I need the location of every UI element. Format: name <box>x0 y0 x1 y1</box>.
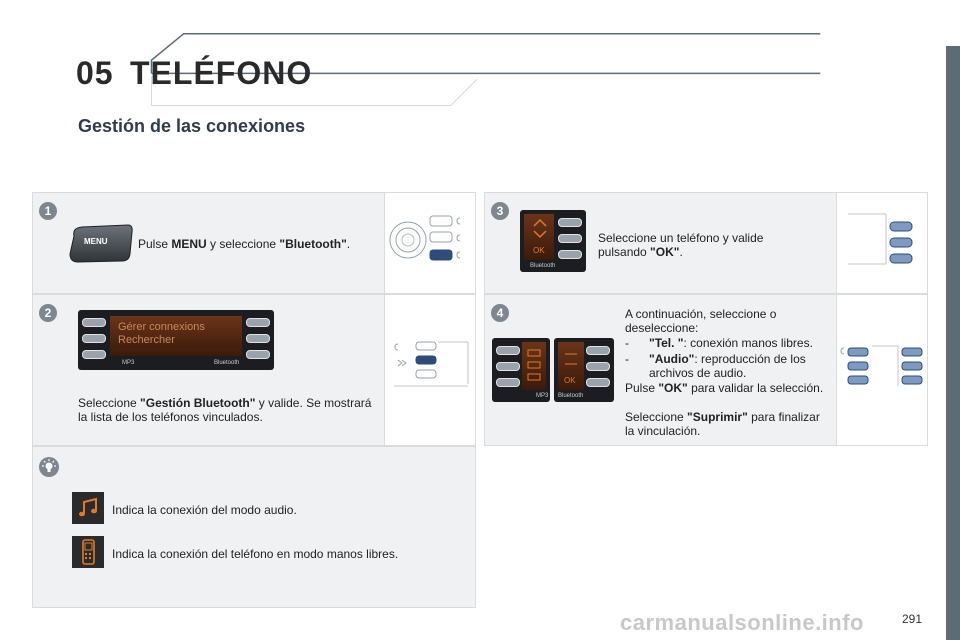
controls-illustration-step-2 <box>390 338 472 390</box>
mobile-phone-icon <box>72 536 104 568</box>
mobile-phone-glyph <box>76 538 100 566</box>
display-button <box>246 318 270 327</box>
screen-ok-label: OK <box>533 246 545 255</box>
underline-marks-icon <box>562 350 580 370</box>
right-sidebar-bar <box>946 46 960 640</box>
step-4-intro: A continuación, seleccione o deseleccione: <box>625 307 777 335</box>
music-note-glyph <box>76 496 100 520</box>
step-1-text: Pulse MENU y seleccione "Bluetooth". <box>138 237 351 251</box>
screen-bluetooth-label: Bluetooth <box>214 360 240 366</box>
display-button <box>246 334 270 343</box>
display-button <box>586 378 610 387</box>
phone-audio-selection-icon <box>526 348 542 384</box>
radio-dial-illustration <box>388 208 472 272</box>
controls-illustration-step-3 <box>846 210 922 270</box>
page-number: 291 <box>902 612 923 626</box>
screen-mp3-label: MP3 <box>536 393 549 399</box>
screen-bluetooth-label: Bluetooth <box>558 393 584 399</box>
screen-menu-item-2: Rechercher <box>118 334 175 346</box>
display-button <box>496 378 520 387</box>
menu-button-label: MENU <box>84 237 108 246</box>
up-down-arrows-icon <box>530 218 550 240</box>
step-3-text: Seleccione un teléfono y valide pulsando "OK". <box>598 231 764 259</box>
section-title: Gestión de las conexiones <box>78 116 306 136</box>
display-button <box>82 334 106 343</box>
display-button <box>496 362 520 371</box>
chapter-title: TELÉFONO <box>130 55 313 91</box>
step-2-badge: 2 <box>39 304 57 322</box>
step-1-badge: 1 <box>39 202 57 220</box>
display-button <box>586 346 610 355</box>
display-button <box>586 362 610 371</box>
display-button <box>82 350 106 359</box>
step-2-text: Seleccione "Gestión Bluetooth" y valide. Se mostrará la lista de los teléfonos vinculados. <box>78 396 372 424</box>
step-4-delete-instruction: Seleccione "Suprimir" para finalizar la vinculación. <box>625 410 820 438</box>
tip-phone-text: Indica la conexión del teléfono en modo manos libres. <box>112 547 399 561</box>
screen-menu-item-1: Gérer connexions <box>118 321 205 333</box>
step-3-badge: 3 <box>491 202 509 220</box>
display-button <box>558 234 582 243</box>
screen-mp3-label: MP3 <box>122 360 135 366</box>
screen-ok-label: OK <box>564 376 576 385</box>
watermark: carmanualsonline.info <box>620 610 864 635</box>
step-4-bullet-2-body: "Audio": reproducción de los archivos de audio. <box>649 352 806 380</box>
display-button <box>496 346 520 355</box>
display-button <box>558 250 582 259</box>
display-button <box>246 350 270 359</box>
step-4-bullet-1: - "Tel. ": conexión manos libres. <box>625 336 813 350</box>
display-button <box>558 218 582 227</box>
controls-illustration-step-4 <box>840 342 926 392</box>
chapter-number: 05 <box>76 55 114 91</box>
tip-panel <box>32 446 476 608</box>
step-4-bullet-2: - "Audio": reproducción de los archivos de audio. <box>625 352 830 380</box>
step-4-ok-instruction: Pulse "OK" para validar la selección. <box>625 381 824 395</box>
step-4-badge: 4 <box>491 304 509 322</box>
display-button <box>82 318 106 327</box>
tip-audio-text: Indica la conexión del modo audio. <box>112 503 297 517</box>
music-note-icon <box>72 492 104 524</box>
screen-bluetooth-label: Bluetooth <box>530 263 556 269</box>
lightbulb-icon <box>38 456 60 478</box>
